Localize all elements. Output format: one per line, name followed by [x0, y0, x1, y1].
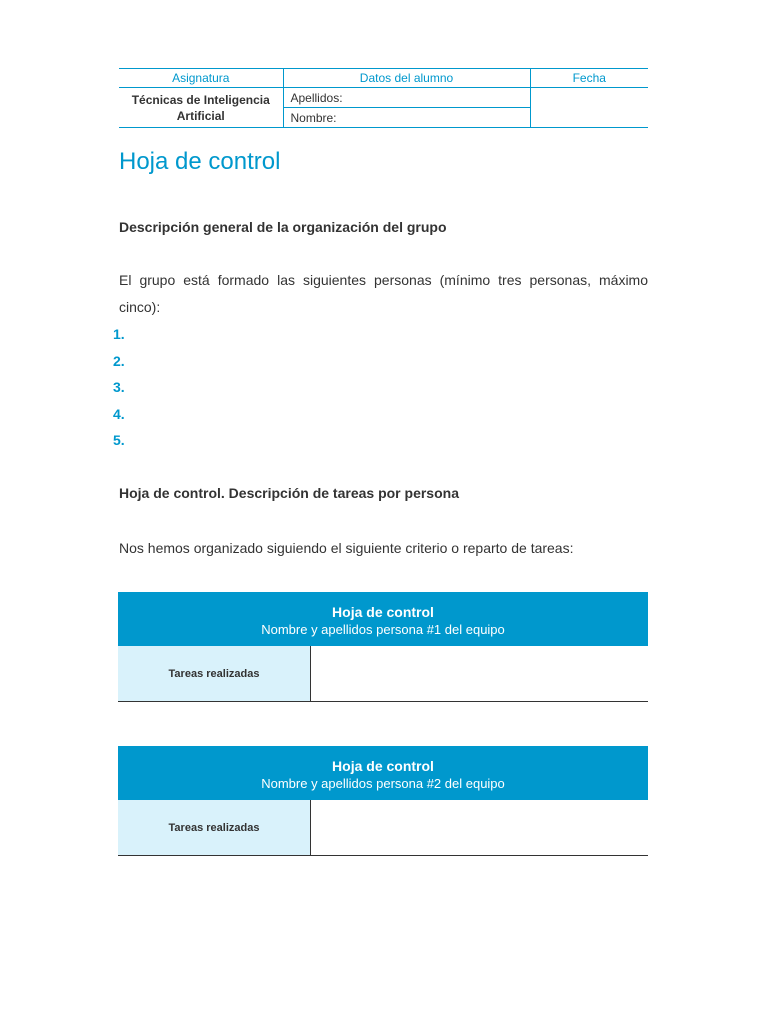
- header-col-date: Fecha: [530, 69, 648, 88]
- control-table-2: [118, 746, 648, 856]
- control-table-subtitle: Nombre y apellidos persona #1 del equipo: [261, 622, 505, 637]
- surname-field[interactable]: Apellidos:: [283, 88, 530, 108]
- control-table-subtitle: Nombre y apellidos persona #2 del equipo: [261, 776, 505, 791]
- date-field[interactable]: [530, 88, 648, 128]
- list-item: 5.: [113, 432, 125, 448]
- page-title: Hoja de control: [119, 148, 281, 175]
- control-table-header: [118, 592, 648, 646]
- header-col-subject: Asignatura: [119, 69, 283, 88]
- section-title-tasks: Hoja de control. Descripción de tareas por persona: [119, 485, 459, 501]
- section-title-organization: Descripción general de la organización del grupo: [119, 219, 447, 235]
- list-item: 2.: [113, 352, 125, 369]
- list-item: 1.: [113, 326, 125, 342]
- header-col-student: Datos del alumno: [283, 69, 530, 88]
- tasks-value-cell[interactable]: [311, 800, 648, 855]
- list-item: 4.: [113, 405, 125, 422]
- members-list: [113, 321, 125, 454]
- document-page: [113, 68, 648, 834]
- group-paragraph: El grupo está formado las siguientes personas (mínimo tres personas, máximo cinco):: [119, 272, 648, 315]
- control-table-title: Hoja de control: [332, 604, 434, 620]
- tasks-value-cell[interactable]: [311, 646, 648, 701]
- name-field[interactable]: Nombre:: [283, 108, 530, 128]
- tasks-paragraph: Nos hemos organizado siguiendo el siguiente criterio o reparto de tareas:: [119, 540, 574, 556]
- tasks-label: Tareas realizadas: [118, 800, 311, 855]
- table-row: [118, 646, 648, 702]
- table-row: [118, 800, 648, 856]
- tasks-label: Tareas realizadas: [118, 646, 311, 701]
- list-item: 3.: [113, 379, 125, 395]
- control-table-1: [118, 592, 648, 702]
- subject-value: Técnicas de Inteligencia Artificial: [119, 88, 283, 128]
- control-table-header: [118, 746, 648, 800]
- control-table-title: Hoja de control: [332, 758, 434, 774]
- header-table: [119, 68, 648, 128]
